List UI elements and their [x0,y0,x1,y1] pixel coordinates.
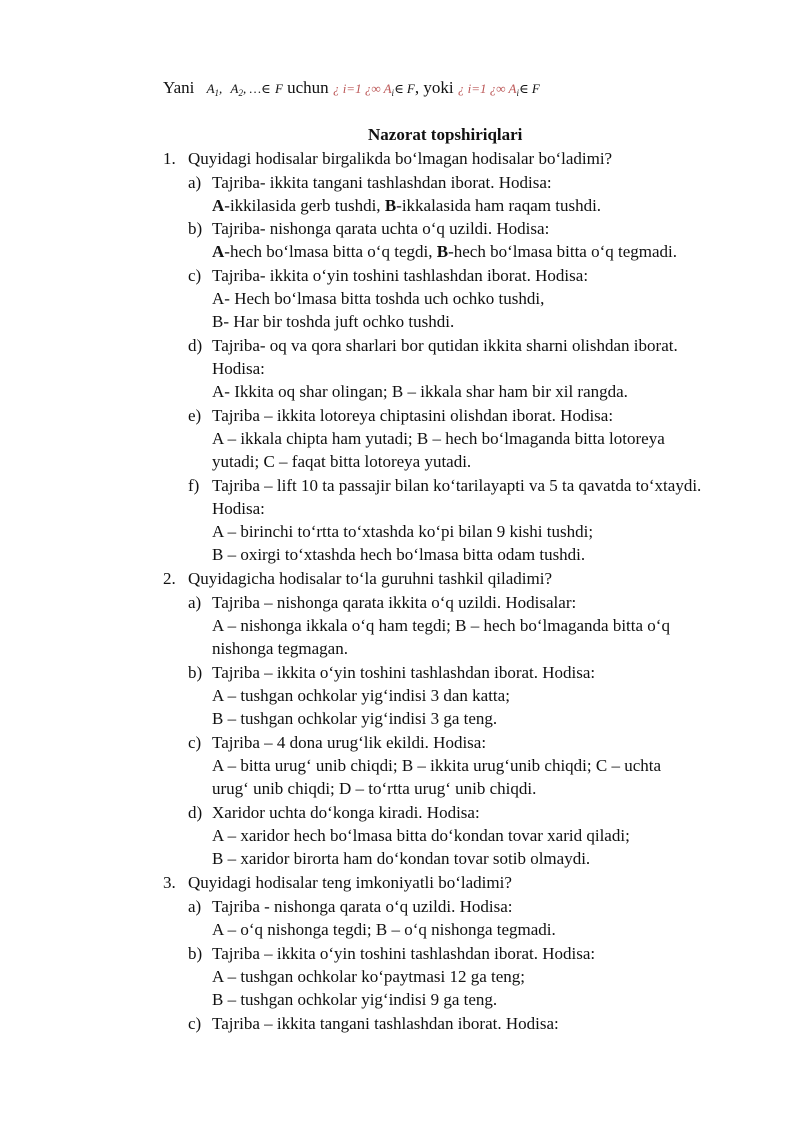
q1-d-line1: Hodisa: [212,359,265,378]
q2-a-text: Tajriba – nishonga qarata ikkita o‘q uzildi. Hodisalar: [212,593,577,612]
q2-number: 2. [163,569,176,588]
intro-formula-line: Yani $A_1$, $A_2$, …∈ F uchun ¿ i=1 ¿∞ $A_i\in$ F, yoki ¿ i=1 ¿∞ $A_i\in$ F [163,78,540,98]
q1-f-line2: A – birinchi to‘rtta to‘xtashda ko‘pi bilan 9 kishi tushdi; [212,522,594,541]
q1-d-line2: A- Ikkita oq shar olingan; B – ikkala shar ham bir xil rangda. [212,382,628,401]
intro-yani: Yani [163,78,195,97]
union-sub: i [391,88,395,98]
q2-b-line2: B – tushgan ochkolar yig‘indisi 3 ga teng. [212,709,498,728]
q3-text: Quyidagi hodisalar teng imkoniyatli bo‘ladimi? [188,873,512,892]
q1-a-text: Tajriba- ikkita tangani tashlashdan iborat. Hodisa: [212,173,552,192]
q1-c-line1: A- Hech bo‘lmasa bitta toshda uch ochko tushdi, [212,289,545,308]
q1-f-line1: Hodisa: [212,499,265,518]
q1-f-letter: f) [188,476,200,495]
q3-b-letter: b) [188,944,203,963]
q1-b-text: Tajriba- nishonga qarata uchta o‘q uzildi. Hodisa: [212,219,550,238]
set-f: F [274,81,283,96]
q1-e-line1: A – ikkala chipta ham yutadi; B – hech bo‘lmaganda bitta lotoreya [212,429,665,448]
q2-c-letter: c) [188,733,202,752]
q3-b-line1: A – tushgan ochkolar ko‘paytmasi 12 ga teng; [212,967,526,986]
q1-e-text: Tajriba – ikkita lotoreya chiptasini olishdan iborat. Hodisa: [212,406,614,425]
q2-d-line2: B – xaridor birorta ham do‘kondan tovar sotib olmaydi. [212,849,591,868]
q1-number: 1. [163,149,176,168]
q3-number: 3. [163,873,176,892]
q1-c-text: Tajriba- ikkita o‘yin toshini tashlashdan iborat. Hodisa: [212,266,589,285]
q2-c-line2: urug‘ unib chiqdi; D – to‘rtta urug‘ unib chiqdi. [212,779,537,798]
q2-b-text: Tajriba – ikkita o‘yin toshini tashlashdan iborat. Hodisa: [212,663,596,682]
q2-d-letter: d) [188,803,203,822]
q3-c-text: Tajriba – ikkita tangani tashlashdan iborat. Hodisa: [212,1014,559,1033]
q1-a-letter: a) [188,173,202,192]
q2-a-line1: A – nishonga ikkala o‘q ham tegdi; B – hech bo‘lmaganda bitta o‘q [212,616,670,635]
q1-d-letter: d) [188,336,203,355]
q2-c-line1: A – bitta urug‘ unib chiqdi; B – ikkita urug‘unib chiqdi; C – uchta [212,756,662,775]
inter-expr: ¿ i=1 ¿∞ A [457,81,517,96]
inter-sub: i [516,88,519,98]
q1-d-text: Tajriba- oq va qora sharlari bor qutidan ikkita sharni olishdan iborat. [212,336,678,355]
section-heading: Nazorat topshiriqlari [368,125,523,144]
q3-b-text: Tajriba – ikkita o‘yin toshini tashlashdan iborat. Hodisa: [212,944,596,963]
q1-f-text: Tajriba – lift 10 ta passajir bilan ko‘tarilayapti va 5 ta qavatda to‘xtaydi. [212,476,702,495]
q2-text: Quyidagicha hodisalar to‘la guruhni tashkil qiladimi? [188,569,552,588]
q2-d-line1: A – xaridor hech bo‘lmasa bitta do‘kondan tovar xarid qiladi; [212,826,630,845]
q1-f-line3: B – oxirgi to‘xtashda hech bo‘lmasa bitta odam tushdi. [212,545,586,564]
q1-text: Quyidagi hodisalar birgalikda bo‘lmagan hodisalar bo‘ladimi? [188,149,613,168]
q3-a-line1: A – o‘q nishonga tegdi; B – o‘q nishonga tegmadi. [212,920,556,939]
inter-tail: ∈ F [519,81,540,96]
union-expr: ¿ i=1 ¿∞ A [332,81,392,96]
q1-a-events: A-ikkilasida gerb tushdi, B-ikkalasida ham raqam tushdi. [212,196,602,215]
intro-uchun: uchun [287,78,329,97]
q3-a-text: Tajriba - nishonga qarata o‘q uzildi. Hodisa: [212,897,513,916]
q2-a-letter: a) [188,593,202,612]
set-a2: $A_2$ [230,81,243,98]
q1-e-line2: yutadi; C – faqat bitta lotoreya yutadi. [212,452,472,471]
q1-e-letter: e) [188,406,202,425]
q2-a-line2: nishonga tegmagan. [212,639,348,658]
q3-b-line2: B – tushgan ochkolar yig‘indisi 9 ga teng. [212,990,498,1009]
q2-b-letter: b) [188,663,203,682]
q2-c-text: Tajriba – 4 dona urug‘lik ekildi. Hodisa: [212,733,487,752]
intro-yoki: , yoki [414,78,454,97]
q1-b-events: A-hech bo‘lmasa bitta o‘q tegdi, B-hech bo‘lmasa bitta o‘q tegmadi. [212,242,678,261]
q2-d-text: Xaridor uchta do‘konga kiradi. Hodisa: [212,803,480,822]
q1-c-line2: B- Har bir toshda juft ochko tushdi. [212,312,455,331]
q3-a-letter: a) [188,897,202,916]
set-a1: $A_1$ [206,81,220,98]
q1-b-letter: b) [188,219,203,238]
union-tail: ∈ F [394,81,415,96]
q2-b-line1: A – tushgan ochkolar yig‘indisi 3 dan katta; [212,686,510,705]
q1-c-letter: c) [188,266,202,285]
set-tail: , …∈ [243,81,271,96]
q3-c-letter: c) [188,1014,202,1033]
